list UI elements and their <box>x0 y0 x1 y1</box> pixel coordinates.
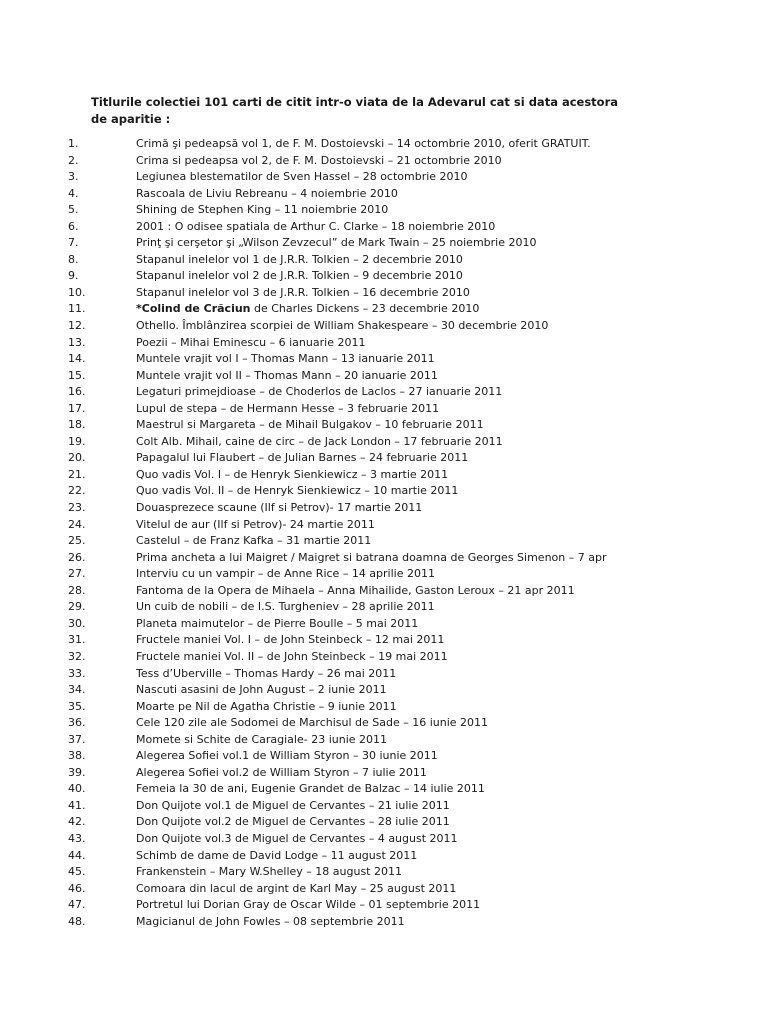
list-item <box>0 798 768 815</box>
list-item-text: Colt Alb. Mihail, caine de circ – de Jack London – 17 februarie 2011 <box>136 434 503 448</box>
list-item-text: Lupul de stepa – de Hermann Hesse – 3 februarie 2011 <box>136 401 440 415</box>
list-item <box>0 550 768 567</box>
list-item <box>0 616 768 633</box>
list-item-text: Fructele maniei Vol. II – de John Steinbeck – 19 mai 2011 <box>136 649 448 663</box>
list-item-text: Stapanul inelelor vol 3 de J.R.R. Tolkien – 16 decembrie 2010 <box>136 285 470 299</box>
list-item <box>0 831 768 848</box>
list-item <box>0 748 768 765</box>
book-list <box>0 136 768 930</box>
list-item <box>0 666 768 683</box>
list-item-text: Alegerea Sofiei vol.1 de William Styron – 30 iunie 2011 <box>136 749 438 763</box>
list-item-number: 19. <box>68 434 86 448</box>
list-item-bold-title: *Colind de Crăciun <box>136 302 251 316</box>
list-item-number: 13. <box>68 335 86 349</box>
list-item-text: Rascoala de Liviu Rebreanu – 4 noiembrie 2010 <box>136 186 398 200</box>
list-item-number: 47. <box>68 898 86 912</box>
list-item-text: Femeia la 30 de ani, Eugenie Grandet de Balzac – 14 iulie 2011 <box>136 782 485 796</box>
list-item-number: 38. <box>68 749 86 763</box>
list-item-text: Maestrul si Margareta – de Mihail Bulgakov – 10 februarie 2011 <box>136 418 484 432</box>
list-item-text: Crima si pedeapsa vol 2, de F. M. Dostoievski – 21 octombrie 2010 <box>136 153 502 167</box>
list-item <box>0 599 768 616</box>
list-item-text <box>136 301 625 318</box>
list-item <box>0 781 768 798</box>
list-item-text: Don Quijote vol.1 de Miguel de Cervantes – 21 iulie 2011 <box>136 798 450 812</box>
list-item-number: 37. <box>68 732 86 746</box>
list-item <box>0 566 768 583</box>
list-item <box>0 500 768 517</box>
list-item <box>0 732 768 749</box>
list-item <box>0 384 768 401</box>
list-item-text: Muntele vrajit vol II – Thomas Mann – 20 ianuarie 2011 <box>136 368 438 382</box>
list-item <box>0 450 768 467</box>
list-item-text: Don Quijote vol.2 de Miguel de Cervantes – 28 iulie 2011 <box>136 815 450 829</box>
list-item <box>0 632 768 649</box>
list-item-number: 29. <box>68 600 86 614</box>
list-item-text: Don Quijote vol.3 de Miguel de Cervantes – 4 august 2011 <box>136 831 458 845</box>
list-item-number: 40. <box>68 782 86 796</box>
list-item-number: 3. <box>68 170 79 184</box>
list-item-text: Othello. Îmblânzirea scorpiei de William Shakespeare – 30 decembrie 2010 <box>136 319 549 333</box>
list-item-number: 45. <box>68 865 86 879</box>
list-item-number: 34. <box>68 683 86 697</box>
list-item <box>0 219 768 236</box>
list-item-text: Un cuib de nobili – de I.S. Turgheniev – 28 aprilie 2011 <box>136 600 435 614</box>
list-item <box>0 848 768 865</box>
list-item <box>0 417 768 434</box>
list-item-text: Momete si Schite de Caragiale- 23 iunie 2011 <box>136 732 388 746</box>
list-item-number: 27. <box>68 567 86 581</box>
list-item-number: 43. <box>68 831 86 845</box>
list-item-number: 17. <box>68 401 86 415</box>
list-item <box>0 169 768 186</box>
list-item-text: Quo vadis Vol. II – de Henryk Sienkiewicz – 10 martie 2011 <box>136 484 459 498</box>
list-item-text: Crimă şi pedeapsă vol 1, de F. M. Dostoievski – 14 octombrie 2010, oferit GRATUIT. <box>136 137 591 150</box>
list-item <box>0 351 768 368</box>
list-item-number: 2. <box>68 153 79 167</box>
list-item-text: Portretul lui Dorian Gray de Oscar Wilde – 01 septembrie 2011 <box>136 898 481 912</box>
list-item-number: 10. <box>68 285 86 299</box>
list-item <box>0 897 768 914</box>
list-item-number: 42. <box>68 815 86 829</box>
list-item-number: 31. <box>68 633 86 647</box>
list-item-number: 16. <box>68 385 86 399</box>
list-item-number: 5. <box>68 203 79 217</box>
list-item <box>0 318 768 335</box>
list-item <box>0 699 768 716</box>
list-item-number: 46. <box>68 881 86 895</box>
list-item-number: 32. <box>68 649 86 663</box>
list-item-text: Stapanul inelelor vol 1 de J.R.R. Tolkien – 2 decembrie 2010 <box>136 252 463 266</box>
list-item <box>0 186 768 203</box>
list-item-number: 44. <box>68 848 86 862</box>
list-item <box>0 881 768 898</box>
list-item-number: 21. <box>68 467 86 481</box>
list-item-text: Quo vadis Vol. I – de Henryk Sienkiewicz – 3 martie 2011 <box>136 467 449 481</box>
list-item-text: Prima ancheta a lui Maigret / Maigret si batrana doamna de Georges Simenon – 7 apr <box>136 550 607 564</box>
list-item-text: Vitelul de aur (Ilf si Petrov)- 24 martie 2011 <box>136 517 375 531</box>
list-item <box>0 583 768 600</box>
list-item <box>0 368 768 385</box>
list-item-number: 39. <box>68 765 86 779</box>
list-item-number: 33. <box>68 666 86 680</box>
list-item-number: 6. <box>68 219 79 233</box>
list-item-number: 35. <box>68 699 86 713</box>
list-item-text: Planeta maimutelor – de Pierre Boulle – 5 mai 2011 <box>136 616 419 630</box>
list-item-number: 4. <box>68 186 79 200</box>
list-item <box>0 765 768 782</box>
list-item-number: 23. <box>68 501 86 515</box>
list-item-number: 18. <box>68 418 86 432</box>
list-item-text: Legaturi primejdioase – de Choderlos de Laclos – 27 ianuarie 2011 <box>136 385 503 399</box>
list-item <box>0 335 768 352</box>
list-item-text: Interviu cu un vampir – de Anne Rice – 14 aprilie 2011 <box>136 567 435 581</box>
list-item <box>0 467 768 484</box>
list-item <box>0 202 768 219</box>
list-item-number: 7. <box>68 236 79 250</box>
list-item-number: 48. <box>68 914 86 928</box>
list-item <box>0 136 768 153</box>
list-item <box>0 153 768 170</box>
list-item <box>0 483 768 500</box>
list-item-number: 14. <box>68 352 86 366</box>
list-item-number: 26. <box>68 550 86 564</box>
list-item-text: Moarte pe Nil de Agatha Christie – 9 iunie 2011 <box>136 699 397 713</box>
list-item-text: Papagalul lui Flaubert – de Julian Barnes – 24 februarie 2011 <box>136 451 469 465</box>
list-item-number: 12. <box>68 319 86 333</box>
list-item <box>0 252 768 269</box>
list-item-text: Shining de Stephen King – 11 noiembrie 2010 <box>136 203 389 217</box>
list-item-number: 30. <box>68 616 86 630</box>
list-item-rest: de Charles Dickens – 23 decembrie 2010 <box>250 302 480 316</box>
list-item-text: Stapanul inelelor vol 2 de J.R.R. Tolkien – 9 decembrie 2010 <box>136 269 463 283</box>
list-item-text: Nascuti asasini de John August – 2 iunie 2011 <box>136 683 387 697</box>
list-item-text: Tess d’Uberville – Thomas Hardy – 26 mai 2011 <box>136 666 397 680</box>
list-item-text: Frankenstein – Mary W.Shelley – 18 august 2011 <box>136 865 402 879</box>
list-item <box>0 682 768 699</box>
list-item-number: 9. <box>68 269 79 283</box>
list-item <box>0 268 768 285</box>
list-item <box>0 434 768 451</box>
list-item-number: 22. <box>68 484 86 498</box>
list-item-number: 36. <box>68 716 86 730</box>
list-item-text: Poezii – Mihai Eminescu – 6 ianuarie 2011 <box>136 335 366 349</box>
list-item-number: 1. <box>68 137 79 150</box>
list-item-number: 24. <box>68 517 86 531</box>
list-item-number: 15. <box>68 368 86 382</box>
list-item-text: 2001 : O odisee spatiala de Arthur C. Clarke – 18 noiembrie 2010 <box>136 219 496 233</box>
list-item-text: Magicianul de John Fowles – 08 septembrie 2011 <box>136 914 405 928</box>
list-item-text: Cele 120 zile ale Sodomei de Marchisul de Sade – 16 iunie 2011 <box>136 716 489 730</box>
list-item-text: Alegerea Sofiei vol.2 de William Styron – 7 iulie 2011 <box>136 765 427 779</box>
list-item <box>0 235 768 252</box>
list-item-number: 25. <box>68 534 86 548</box>
list-item <box>0 914 768 931</box>
list-item <box>0 301 768 318</box>
list-item-text: Muntele vrajit vol I – Thomas Mann – 13 ianuarie 2011 <box>136 352 435 366</box>
list-item <box>0 401 768 418</box>
list-item-text: Legiunea blestematilor de Sven Hassel – 28 octombrie 2010 <box>136 170 468 184</box>
list-item <box>0 517 768 534</box>
list-item-number: 8. <box>68 252 79 266</box>
list-item <box>0 649 768 666</box>
list-item <box>0 715 768 732</box>
list-item <box>0 864 768 881</box>
list-item-text: Prinţ şi cerşetor şi „Wilson Zevzecul” de Mark Twain – 25 noiembrie 2010 <box>136 236 537 250</box>
list-item-number: 28. <box>68 583 86 597</box>
list-item <box>0 814 768 831</box>
list-item <box>0 285 768 302</box>
list-item-number: 41. <box>68 798 86 812</box>
list-item-text: Fantoma de la Opera de Mihaela – Anna Mihailide, Gaston Leroux – 21 apr 2011 <box>136 583 575 597</box>
list-item-text: Fructele maniei Vol. I – de John Steinbeck – 12 mai 2011 <box>136 633 445 647</box>
list-item-number: 11. <box>68 302 86 316</box>
list-item-text: Schimb de dame de David Lodge – 11 august 2011 <box>136 848 418 862</box>
list-item-text: Douasprezece scaune (Ilf si Petrov)- 17 martie 2011 <box>136 501 423 515</box>
list-item-number: 20. <box>68 451 86 465</box>
list-item-text: Castelul – de Franz Kafka – 31 martie 2011 <box>136 534 372 548</box>
list-item <box>0 533 768 550</box>
list-item-text: Comoara din lacul de argint de Karl May – 25 august 2011 <box>136 881 457 895</box>
document-title: Titlurile colectiei 101 carti de citit intr-o viata de la Adevarul cat si data acestora de aparitie : <box>91 95 619 126</box>
